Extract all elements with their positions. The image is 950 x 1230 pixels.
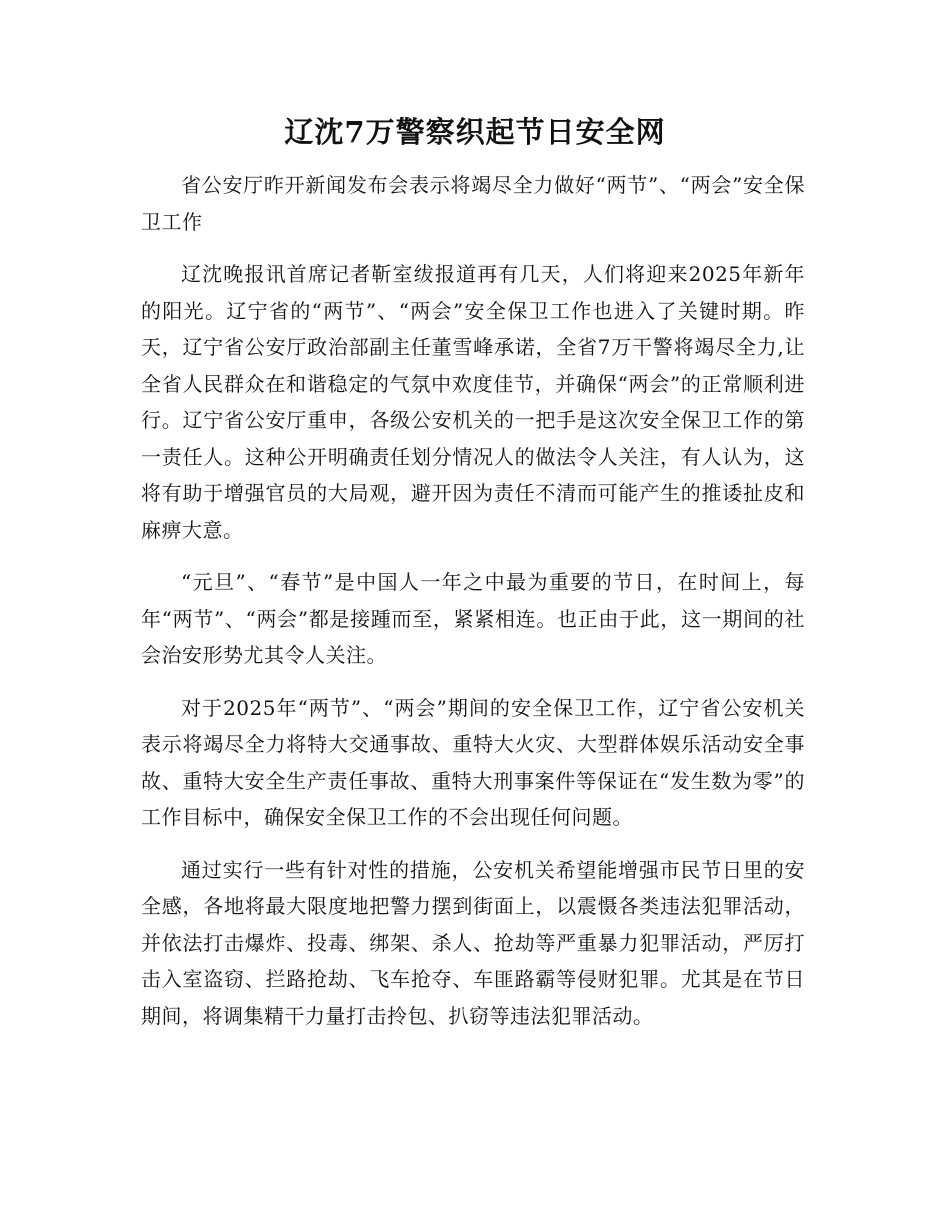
paragraph-holidays: “元旦”、“春节”是中国人一年之中最为重要的节日，在时间上，每年“两节”、“两会”都是接踵而至，紧紧相连。也正由于此，这一期间的社会治安形势尤其令人关注。 xyxy=(141,570,805,667)
paragraph-subheading: 省公安厅昨开新闻发布会表示将竭尽全力做好“两节”、“两会”安全保卫工作 xyxy=(141,173,805,234)
document-title: 辽沈7万警察织起节日安全网 xyxy=(284,115,666,149)
paragraph-lead: 辽沈晚报讯首席记者靳室绂报道再有几天，人们将迎来2025年新年的阳光。辽宁省的“两节”、“两会”安全保卫工作也进入了关键时期。昨天，辽宁省公安厅政治部副主任董雪峰承诺，全省7万干警将竭尽全力,让全省人民群众在和谐稳定的气氛中欢度佳节，并确保“两会”的正常顺利进行。辽宁省公安厅重申，各级公安机关的一把手是这次安全保卫工作的第一责任人。这种公开明确责任划分情况人的做法令人关注，有人认为，这将有助于增强官员的大局观，避开因为责任不清而可能产生的推诿扯皮和麻痹大意。 xyxy=(141,262,805,542)
paragraph-security-goals: 对于2025年“两节”、“两会”期间的安全保卫工作，辽宁省公安机关表示将竭尽全力将特大交通事故、重特大火灾、大型群体娱乐活动安全事故、重特大安全生产责任事故、重特大刑事案件等保证在“发生数为零”的工作目标中，确保安全保卫工作的不会出现任何问题。 xyxy=(141,695,805,829)
document-body xyxy=(141,167,805,1050)
paragraph-measures: 通过实行一些有针对性的措施，公安机关希望能增强市民节日里的安全感，各地将最大限度地把警力摆到街面上，以震慑各类违法犯罪活动，并依法打击爆炸、投毒、绑架、杀人、抢劫等严重暴力犯罪活动，严厉打击入室盗窃、拦路抢劫、飞车抢夺、车匪路霸等侵财犯罪。尤其是在节日期间，将调集精干力量打击拎包、扒窃等违法犯罪活动。 xyxy=(141,857,805,1028)
